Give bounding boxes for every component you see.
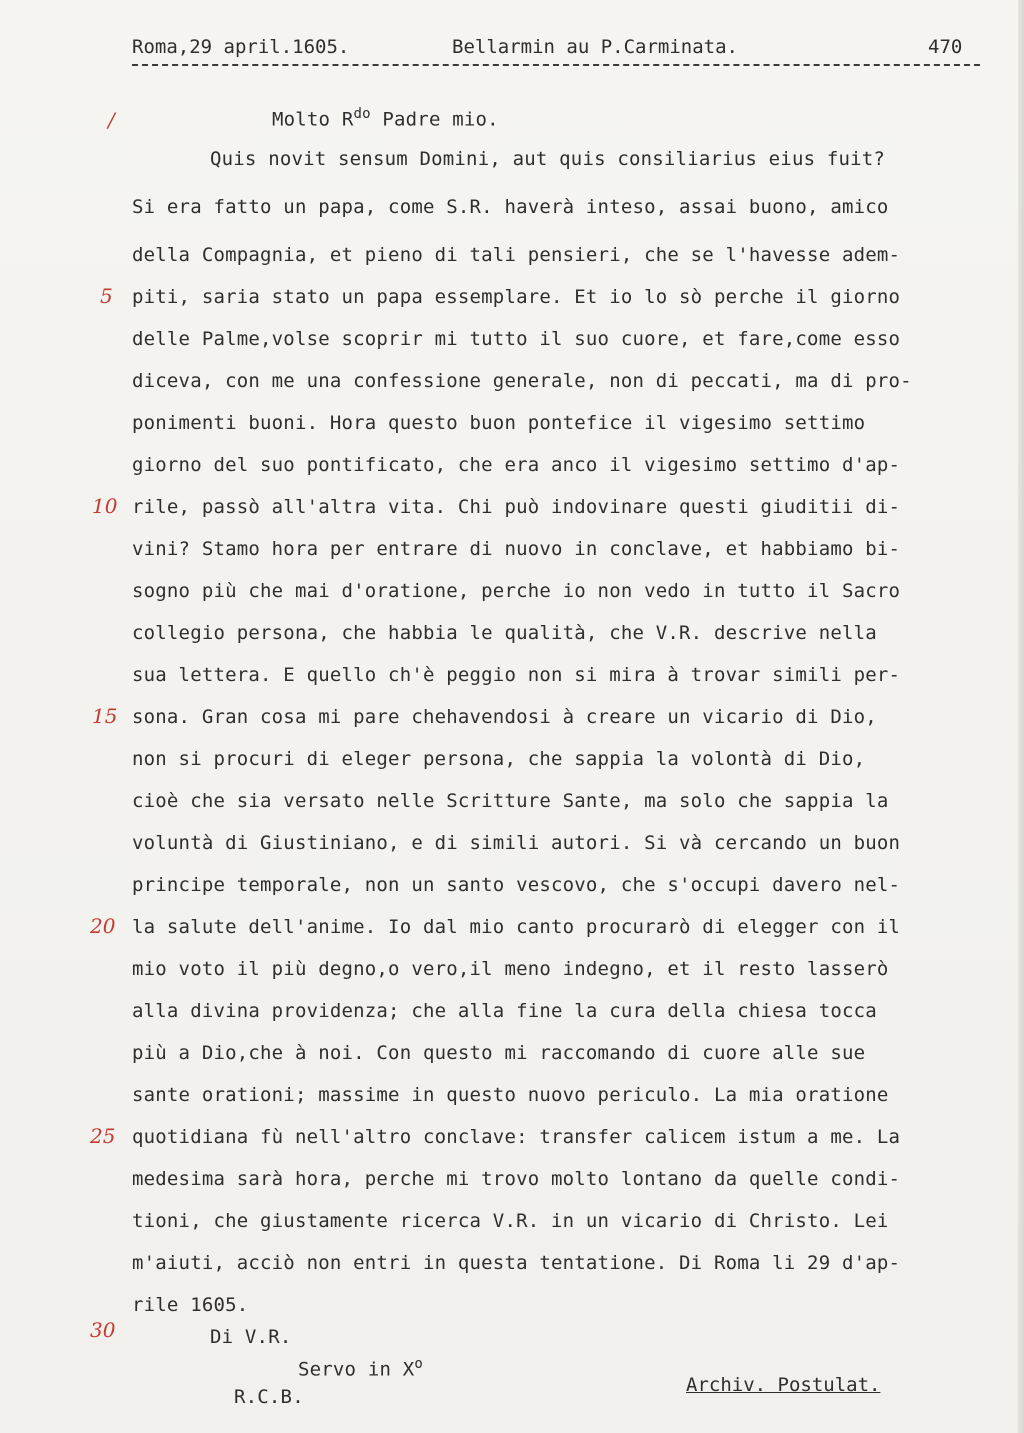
body-line: principe temporale, non un santo vescovo, che s'occupi davero nel- [132,874,901,896]
body-line: m'aiuti, acciò non entri in questa tentatione. Di Roma li 29 d'ap- [132,1252,901,1274]
body-line: vini? Stamo hora per entrare di nuovo in conclave, et habbiamo bi- [132,538,901,560]
body-line: medesima sarà hora, perche mi trovo molto lontano da quelle condi- [132,1168,901,1190]
body-line: Quis novit sensum Domini, aut quis consiliarius eius fuit? [210,148,886,170]
closing-servo [298,1356,423,1380]
body-line: sogno più che mai d'oratione, perche io non vedo in tutto il Sacro [132,580,901,602]
header-page-number: 470 [928,36,963,58]
body-line: Si era fatto un papa, come S.R. haverà inteso, assai buono, amico [132,196,889,218]
page-edge-shadow [1018,0,1024,1433]
body-line: tioni, che giustamente ricerca V.R. in un vicario di Christo. Lei [132,1210,889,1232]
margin-line-number: 10 [92,494,118,518]
margin-line-number: 20 [90,914,116,938]
body-line: della Compagnia, et pieno di tali pensieri, che se l'havesse adem- [132,244,901,266]
margin-line-number: 15 [92,704,118,728]
body-line: la salute dell'anime. Io dal mio canto procurarò di elegger con il [132,916,901,938]
header-place-date: Roma,29 april.1605. [132,36,350,58]
body-line: ponimenti buoni. Hora questo buon pontefice il vigesimo settimo [132,412,866,434]
salutation-after: Padre mio. [370,108,499,131]
margin-line-number: 25 [90,1124,116,1148]
body-line: rile, passò all'altra vita. Chi può indovinare questi giuditii di- [132,496,901,518]
body-line: diceva, con me una confessione generale, non di peccati, ma di pro- [132,370,912,392]
margin-line-number: 5 [100,284,113,308]
body-line: voluntà di Giustiniano, e di simili autori. Si và cercando un buon [132,832,901,854]
body-line: mio voto il più degno,o vero,il meno indegno, et il resto lasserò [132,958,889,980]
salutation [272,106,499,130]
margin-mark: / [108,108,115,132]
closing-servo-superscript: o [414,1356,424,1372]
salutation-text: Molto R [272,108,354,131]
body-line: delle Palme,volse scoprir mi tutto il suo cuore, et fare,come esso [132,328,901,350]
salutation-superscript: do [353,106,371,122]
signature-initials: R.C.B. [234,1386,304,1408]
body-line: collegio persona, che habbia le qualità, che V.R. descrive nella [132,622,877,644]
body-line: piti, saria stato un papa essemplare. Et io lo sò perche il giorno [132,286,901,308]
body-line: non si procuri di eleger persona, che sappia la volontà di Dio, [132,748,866,770]
body-line: più a Dio,che à noi. Con questo mi raccomando di cuore alle sue [132,1042,866,1064]
body-line: quotidiana fù nell'altro conclave: transfer calicem istum a me. La [132,1126,901,1148]
header-title: Bellarmin au P.Carminata. [452,36,738,58]
body-line: sua lettera. E quello ch'è peggio non si mira à trovar simili per- [132,664,901,686]
archive-reference: Archiv. Postulat. [686,1374,881,1396]
body-line: sante orationi; massime in questo nuovo periculo. La mia oratione [132,1084,889,1106]
header-rule [132,64,980,66]
body-line: cioè che sia versato nelle Scritture Sante, ma solo che sappia la [132,790,889,812]
page-header [132,36,980,64]
body-line: sona. Gran cosa mi pare chehavendosi à creare un vicario di Dio, [132,706,877,728]
margin-line-number: 30 [90,1318,116,1342]
closing-di-vr: Di V.R. [210,1326,292,1348]
body-line: alla divina providenza; che alla fine la cura della chiesa tocca [132,1000,877,1022]
body-line: rile 1605. [132,1294,249,1316]
body-line: giorno del suo pontificato, che era anco il vigesimo settimo d'ap- [132,454,901,476]
closing-servo-text: Servo in X [298,1358,415,1381]
